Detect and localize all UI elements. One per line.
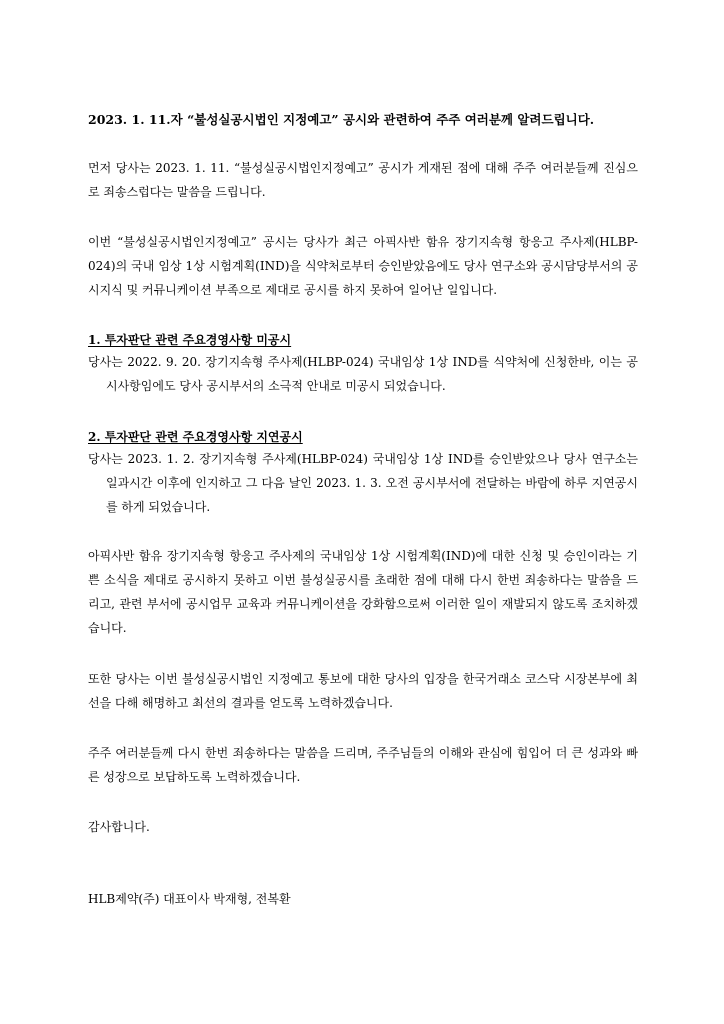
signature-line: HLB제약(주) 대표이사 박재형, 전복환 (88, 892, 291, 906)
section-2-heading: 2. 투자판단 관련 주요경영사항 지연공시 (88, 430, 303, 444)
closing-apology-paragraph: 주주 여러분들께 다시 한번 죄송하다는 말씀을 드리며, 주주님들의 이해와 관심에 힘입어 더 큰 성과와 빠른 성장으로 보답하도록 노력하겠습니다. (88, 746, 638, 784)
section-1-body: 당사는 2022. 9. 20. 장기지속형 주사제(HLBP-024) 국내임상 1상 IND를 식약처에 신청한바, 이는 공시사항임에도 당사 공시부서의 소극적 안내로 미공시 되었습니다. (88, 355, 638, 393)
section-2-body: 당사는 2023. 1. 2. 장기지속형 주사제(HLBP-024) 국내임상 1상 IND를 승인받았으나 당사 연구소는 일과시간 이후에 인지하고 그 다음 날인 2023. 1. 3. 오전 공시부서에 전달하는 바람에 하루 지연공시를 하게 되었습니다. (88, 452, 638, 514)
background-paragraph: 이번 “불성실공시법인지정예고” 공시는 당사가 최근 아픽사반 함유 장기지속형 항응고 주사제(HLBP-024)의 국내 임상 1상 시험계획(IND)을 식약처로부터 승인받았음에도 당사 연구소와 공시담당부서의 공시지식 및 커뮤니케이션 부족으로 제대로 공시를 하지 못하여 일어난 일입니다. (88, 235, 638, 297)
section-1-heading: 1. 투자판단 관련 주요경영사항 미공시 (88, 333, 292, 347)
remedy-paragraph: 아픽사반 함유 장기지속형 항응고 주사제의 국내임상 1상 시험계획(IND)에 대한 신청 및 승인이라는 기쁜 소식을 제대로 공시하지 못하고 이번 불성실공시를 초래한 점에 대해 다시 한번 죄송하다는 말씀을 드리고, 관련 부서에 공시업무 교육과 커뮤니케이션을 강화함으로써 이러한 일이 재발되지 않도록 조치하겠습니다. (88, 549, 638, 635)
apology-paragraph: 먼저 당사는 2023. 1. 11. “불성실공시법인지정예고” 공시가 게재된 점에 대해 주주 여러분들께 진심으로 죄송스럽다는 말씀을 드립니다. (88, 161, 638, 199)
thanks-line: 감사합니다. (88, 820, 150, 834)
document-title: 2023. 1. 11.자 “불성실공시법인 지정예고” 공시와 관련하여 주주 여러분께 알려드립니다. (88, 112, 595, 127)
explanation-paragraph: 또한 당사는 이번 불성실공시법인 지정예고 통보에 대한 당사의 입장을 한국거래소 코스닥 시장본부에 최선을 다해 해명하고 최선의 결과를 얻도록 노력하겠습니다. (88, 672, 638, 710)
